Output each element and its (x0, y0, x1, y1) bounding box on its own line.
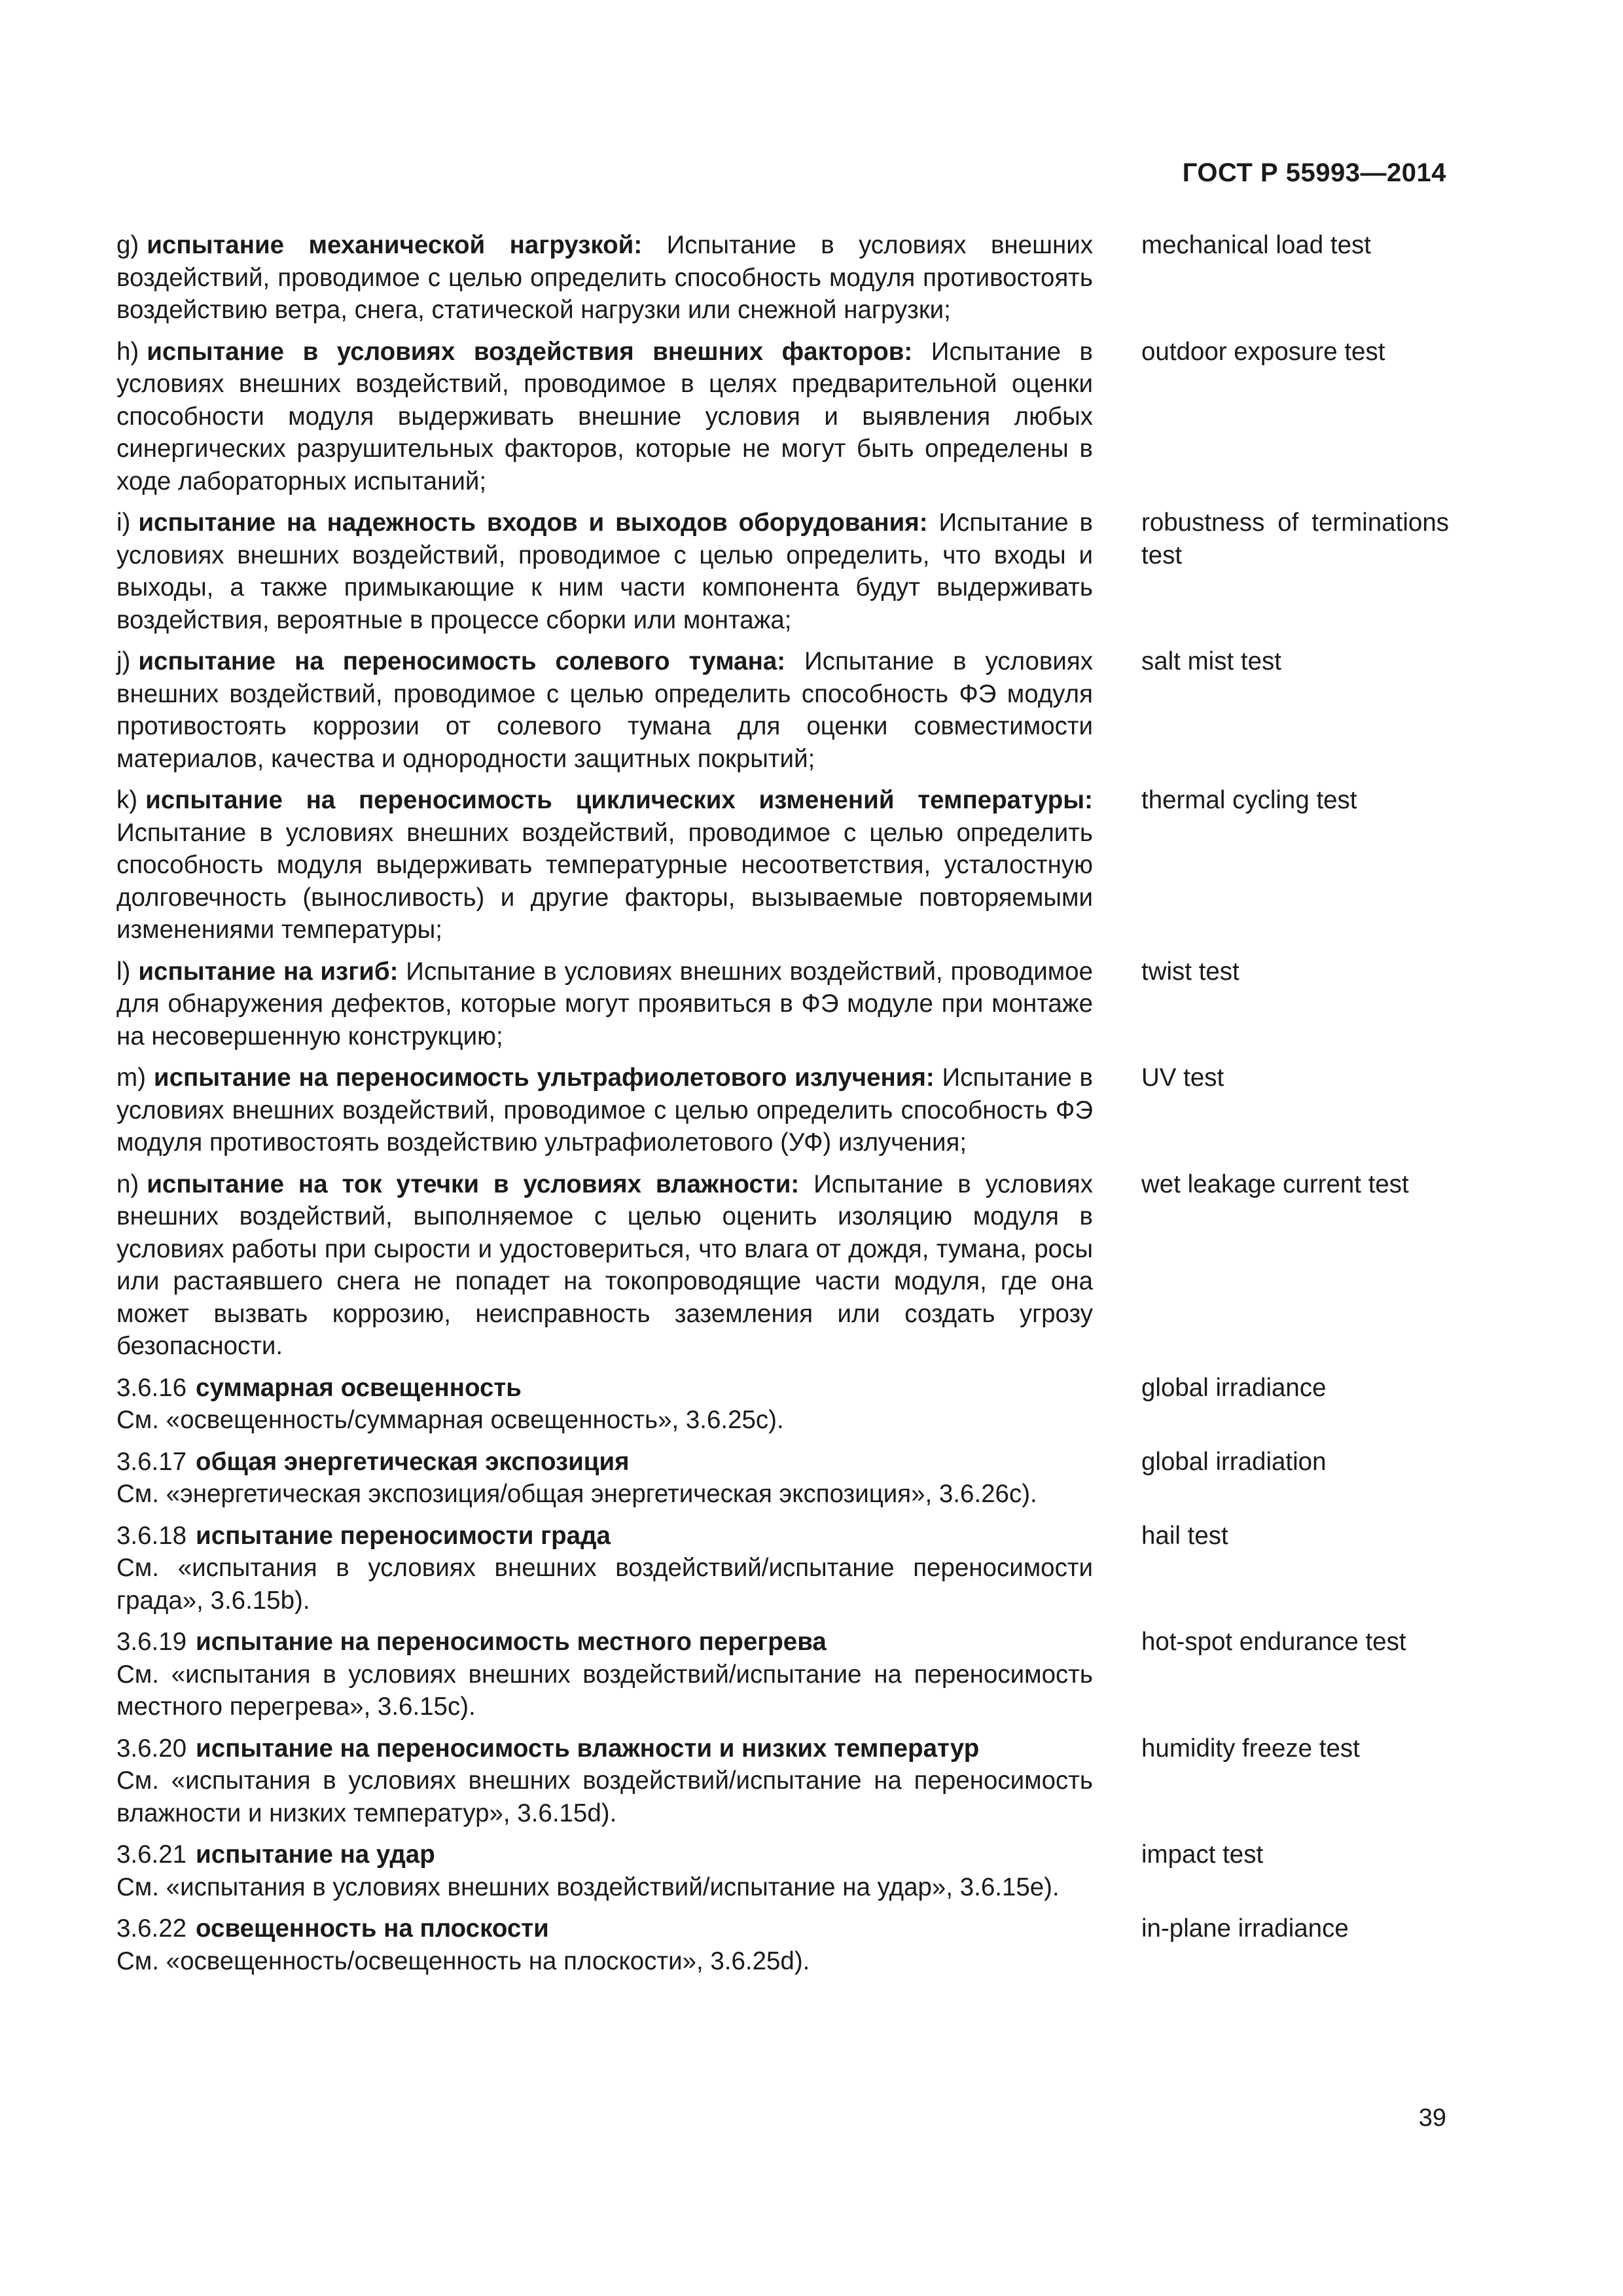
section-3-6-18 (116, 1520, 1449, 1617)
term-en: global irradiance (1141, 1373, 1327, 1402)
definition-text: Испытание в условиях внешних воздействий, проводимое с целью определить способность модуля выдерживать температурные несоответствия, усталостную долговечность (выносливость) и другие факторы, вызываемые повторяемыми изменениями температуры; (116, 818, 1093, 944)
section-definition-ru (116, 1372, 1093, 1437)
term-definition-ru (116, 1062, 1093, 1159)
section-term: общая энергетическая экспозиция (196, 1447, 630, 1476)
term-definition-ru (116, 229, 1093, 327)
term-entry-g (116, 229, 1449, 327)
terms-content (116, 229, 1449, 1986)
section-3-6-21 (116, 1839, 1449, 1903)
term-en: twist test (1141, 957, 1240, 986)
section-number: 3.6.19 (116, 1628, 187, 1656)
term-en: wet leakage current test (1141, 1170, 1409, 1198)
term-ru: испытание на ток утечки в условиях влажности: (147, 1170, 800, 1198)
entry-marker: m) (116, 1064, 146, 1092)
section-reference: См. «испытания в условиях внешних воздействий/испытание на переносимость влажности и низких температур», 3.6.15d). (116, 1767, 1093, 1827)
term-entry-l (116, 956, 1449, 1053)
term-en: outdoor exposure test (1141, 337, 1385, 366)
entry-marker: h) (116, 337, 139, 366)
term-definition-ru (116, 336, 1093, 498)
definition-text: Испытание в условиях внешних воздействий, проводимое с целью определить способность ФЭ модуля противостоять воздействию ультрафиолетового (УФ) излучения; (116, 1064, 1093, 1157)
term-entry-j (116, 645, 1449, 775)
term-en: global irradiation (1141, 1447, 1327, 1476)
section-number: 3.6.21 (116, 1840, 187, 1869)
term-en: impact test (1141, 1840, 1264, 1869)
section-3-6-17 (116, 1446, 1449, 1511)
term-en: thermal cycling test (1141, 786, 1357, 814)
entry-marker: g) (116, 231, 139, 259)
term-definition-ru (116, 507, 1093, 636)
term-definition-ru (116, 1168, 1093, 1363)
term-ru: испытание на изгиб: (138, 957, 399, 986)
section-term: испытание переносимости града (196, 1521, 611, 1550)
entry-marker: i) (116, 509, 131, 537)
term-entry-k (116, 784, 1449, 946)
section-number: 3.6.22 (116, 1914, 187, 1943)
section-reference: См. «испытания в условиях внешних воздействий/испытание на переносимость местного перегрева», 3.6.15с). (116, 1660, 1093, 1721)
term-ru: испытание на переносимость ультрафиолетового излучения: (153, 1064, 935, 1092)
term-entry-h (116, 336, 1449, 498)
term-entry-i (116, 507, 1449, 636)
term-en: mechanical load test (1141, 231, 1371, 259)
definition-text: Испытание в условиях внешних воздействий, проводимое для обнаружения дефектов, которые могут проявиться в ФЭ модуле при монтаже на несовершенную конструкцию; (116, 957, 1093, 1050)
section-term: суммарная освещенность (196, 1373, 522, 1402)
document-id-header: ГОСТ Р 55993—2014 (1182, 158, 1446, 187)
section-reference: См. «испытания в условиях внешних воздействий/испытание переносимости града», 3.6.15b). (116, 1554, 1093, 1615)
section-term: испытание на удар (196, 1840, 435, 1869)
page-number: 39 (1418, 2104, 1446, 2132)
term-ru: испытание механической нагрузкой: (147, 231, 643, 259)
definition-text: Испытание в условиях внешних воздействий, проводимое в целях предварительной оценки способности модуля выдерживать внешние условия и выявления любых синергических разрушительных факторов, которые не могут быть определены в ходе лабораторных испытаний; (116, 337, 1094, 495)
section-number: 3.6.20 (116, 1734, 187, 1763)
term-definition-ru (116, 645, 1093, 775)
definition-text: Испытание в условиях внешних воздействий, проводимое с целью определить, что входы и выходы, а также примыкающие к ним части компонента будут выдерживать воздействия, вероятные в процессе сборки или монтажа; (116, 509, 1093, 634)
section-term: испытание на переносимость местного перегрева (196, 1628, 827, 1656)
definition-text: Испытание в условиях внешних воздействий, проводимое с целью определить способность ФЭ модуля противостоять коррозии от солевого тумана для оценки совместимости материалов, качества и однородности защитных покрытий; (116, 647, 1093, 773)
section-definition-ru (116, 1912, 1093, 1977)
section-term: освещенность на плоскости (196, 1914, 549, 1943)
definition-text: Испытание в условиях внешних воздействий, выполняемое с целью оценить изоляцию модуля в условиях работы при сырости и удостовериться, что влага от дождя, тумана, росы или растаявшего снега не попадет на токопроводящие части модуля, где она может вызвать коррозию, неисправность заземления или создать угрозу безопасности. (116, 1170, 1094, 1360)
entry-marker: n) (116, 1170, 139, 1198)
term-en: UV test (1141, 1064, 1224, 1092)
section-number: 3.6.17 (116, 1447, 187, 1476)
section-definition-ru (116, 1732, 1093, 1830)
section-reference: См. «испытания в условиях внешних воздействий/испытание на удар», 3.6.15е). (116, 1873, 1060, 1901)
section-3-6-19 (116, 1626, 1449, 1723)
term-ru: испытание на переносимость солевого тумана: (138, 647, 786, 675)
section-definition-ru (116, 1446, 1093, 1511)
section-definition-ru (116, 1626, 1093, 1723)
term-ru: испытание в условиях воздействия внешних факторов: (147, 337, 913, 366)
section-number: 3.6.18 (116, 1521, 187, 1550)
section-3-6-22 (116, 1912, 1449, 1977)
term-en: in-plane irradiance (1141, 1914, 1349, 1943)
section-definition-ru (116, 1839, 1093, 1903)
term-entry-n (116, 1168, 1449, 1363)
entry-marker: l) (116, 957, 131, 986)
entry-marker: j) (116, 647, 131, 675)
section-reference: См. «освещенность/освещенность на плоскости», 3.6.25d). (116, 1946, 810, 1975)
term-en: hot-spot endurance test (1141, 1628, 1406, 1656)
section-number: 3.6.16 (116, 1373, 187, 1402)
term-en: hail test (1141, 1521, 1228, 1550)
term-definition-ru (116, 784, 1093, 946)
definition-text: Испытание в условиях внешних воздействий, проводимое с целью определить способность модуля противостоять воздействию ветра, снега, статической нагрузки или снежной нагрузки; (116, 231, 1093, 324)
term-entry-m (116, 1062, 1449, 1159)
term-ru: испытание на надежность входов и выходов оборудования: (138, 509, 928, 537)
section-3-6-16 (116, 1372, 1449, 1437)
term-en: salt mist test (1141, 647, 1281, 675)
section-term: испытание на переносимость влажности и низких температур (196, 1734, 980, 1763)
term-ru: испытание на переносимость циклических изменений температуры: (145, 786, 1093, 814)
term-definition-ru (116, 956, 1093, 1053)
term-en: robustness of terminations test (1141, 509, 1449, 569)
section-reference: См. «освещенность/суммарная освещенность», 3.6.25с). (116, 1406, 784, 1434)
section-reference: См. «энергетическая экспозиция/общая энергетическая экспозиция», 3.6.26с). (116, 1480, 1037, 1508)
section-3-6-20 (116, 1732, 1449, 1830)
term-en: humidity freeze test (1141, 1734, 1360, 1763)
section-definition-ru (116, 1520, 1093, 1617)
entry-marker: k) (116, 786, 138, 814)
